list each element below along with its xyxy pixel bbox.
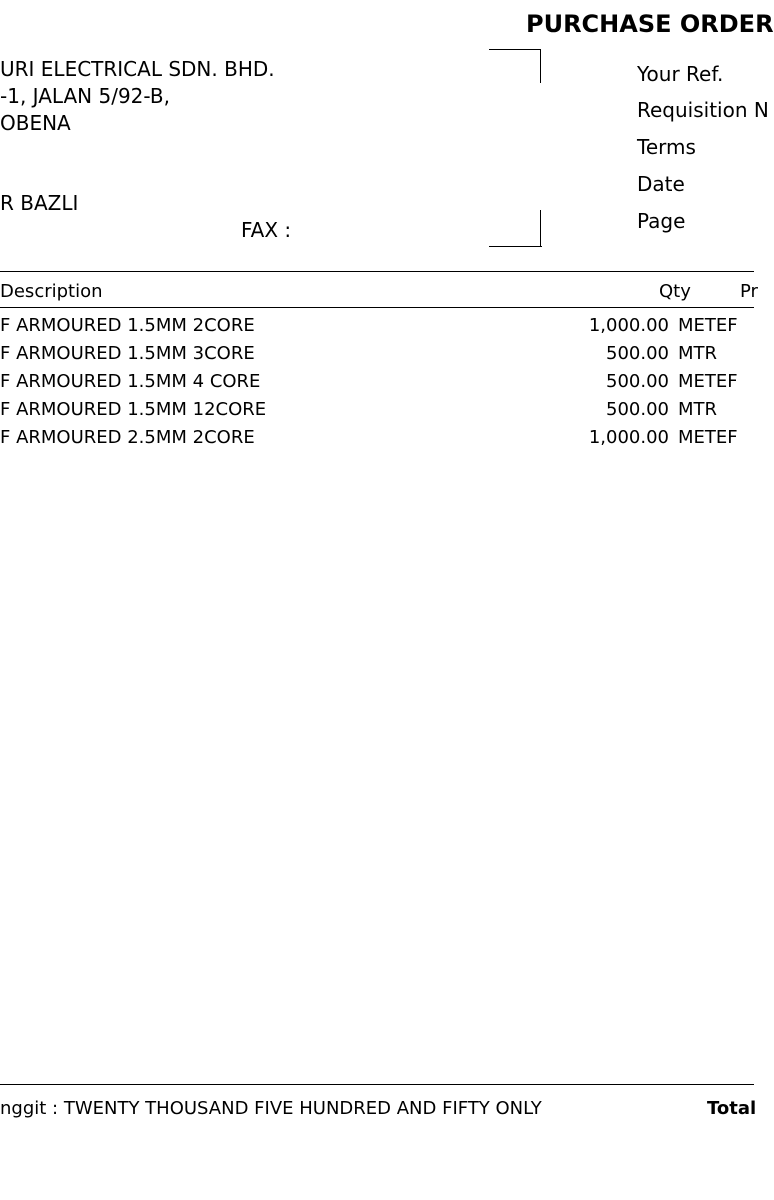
description-header: Description xyxy=(0,281,103,302)
supplier-address-line1: -1, JALAN 5/92-B, xyxy=(0,84,170,108)
table-header-bottom-rule xyxy=(0,307,754,308)
page-title: PURCHASE ORDER xyxy=(526,10,774,38)
row-description: F ARMOURED 1.5MM 12CORE xyxy=(0,399,267,420)
supplier-name: URI ELECTRICAL SDN. BHD. xyxy=(0,57,275,81)
row-qty: 500.00 xyxy=(606,399,669,420)
row-description: F ARMOURED 1.5MM 4 CORE xyxy=(0,371,261,392)
bracket-bottom-line xyxy=(489,246,542,247)
bracket-top-line xyxy=(489,49,541,50)
page-label: Page xyxy=(637,209,686,233)
row-description: F ARMOURED 2.5MM 2CORE xyxy=(0,427,255,448)
row-qty: 1,000.00 xyxy=(588,315,669,336)
bracket-top-right-line xyxy=(540,49,541,83)
bracket-bottom-right-line xyxy=(540,210,541,247)
row-uom: MTR xyxy=(678,399,718,420)
terms-label: Terms xyxy=(637,135,696,159)
row-uom: METEF xyxy=(678,371,738,392)
amount-in-words: nggit : TWENTY THOUSAND FIVE HUNDRED AND FIFTY ONLY xyxy=(0,1098,542,1119)
requisition-label: Requisition N xyxy=(637,98,769,122)
row-description: F ARMOURED 1.5MM 2CORE xyxy=(0,315,255,336)
row-qty: 1,000.00 xyxy=(588,427,669,448)
footer-rule xyxy=(0,1084,754,1085)
fax-label: FAX : xyxy=(241,218,292,242)
price-header: Pr xyxy=(740,281,758,302)
row-description: F ARMOURED 1.5MM 3CORE xyxy=(0,343,255,364)
supplier-attention: R BAZLI xyxy=(0,191,79,215)
row-uom: METEF xyxy=(678,427,738,448)
total-label: Total xyxy=(707,1098,757,1119)
row-uom: MTR xyxy=(678,343,718,364)
your-ref-label: Your Ref. xyxy=(637,62,724,86)
table-header-top-rule xyxy=(0,271,754,272)
row-uom: METEF xyxy=(678,315,738,336)
row-qty: 500.00 xyxy=(606,343,669,364)
qty-header: Qty xyxy=(659,281,691,302)
row-qty: 500.00 xyxy=(606,371,669,392)
supplier-address-line2: OBENA xyxy=(0,111,71,135)
date-label: Date xyxy=(637,172,685,196)
